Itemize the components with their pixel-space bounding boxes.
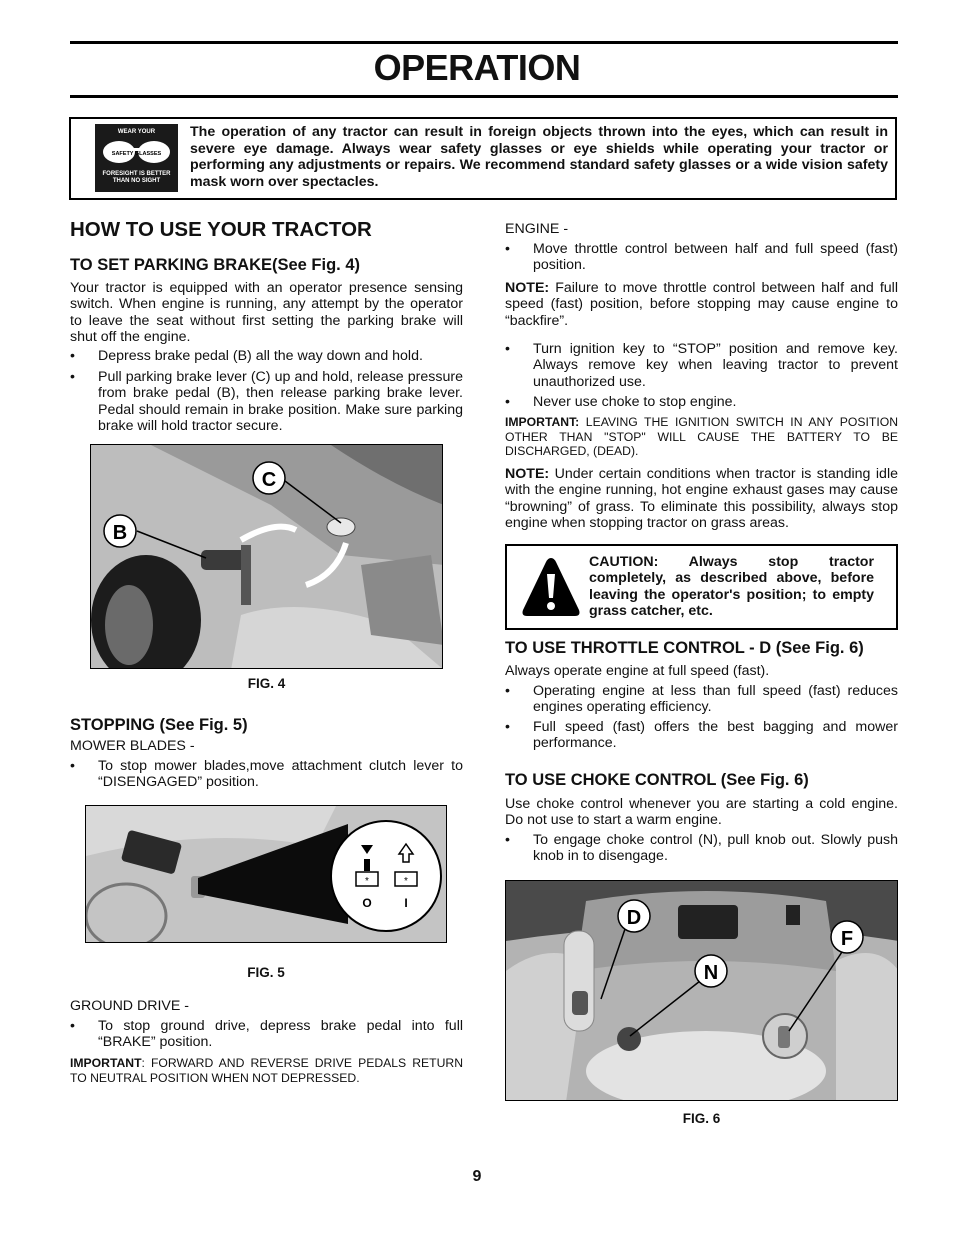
throttle-text: Always operate engine at full speed (fast). [505, 663, 770, 679]
safety-warning-text: The operation of any tractor can result in foreign objects thrown into the eyes, which can result in severe eye damage. Always wear safety glasses or eye shields while operating your tractor or performing any adjustments or repairs. We recommend standard safety glasses or a wide vision safety mask worn over spectacles. [190, 124, 888, 190]
note-backfire [505, 280, 898, 329]
fig4-label-b: B [112, 522, 128, 544]
fig5-asterisk-right: * [404, 876, 408, 887]
choke-stop-bullet-text: Never use choke to stop engine. [533, 394, 737, 410]
page-number: 9 [472, 1168, 482, 1185]
top-rule [70, 41, 898, 44]
figure-6-illustration [506, 881, 898, 1101]
section-heading: HOW TO USE YOUR TRACTOR [70, 218, 372, 241]
important-text-right: LEAVING THE IGNITION SWITCH IN ANY POSITION OTHER THAN "STOP" WILL CAUSE THE BATTERY TO BE DISCHARGED, (DEAD). [505, 415, 898, 458]
choke-text: Use choke control whenever you are starting a cold engine. Do not use to start a warm engine. [505, 796, 898, 829]
choke-heading: TO USE CHOKE CONTROL (See Fig. 6) [505, 771, 809, 789]
fig6-label-d: D [626, 907, 642, 929]
choke-stop-bullet: • Never use choke to stop engine. [505, 394, 737, 410]
ignition-key-bullet-text: Turn ignition key to “STOP” position and remove key. Always remove key when leaving tractor to prevent unauthorized use. [533, 341, 898, 390]
fig6-label-f: F [840, 928, 854, 950]
engine-label: ENGINE - [505, 221, 569, 237]
parking-brake-text: Your tractor is equipped with an operator presence sensing switch. When engine is running, any attempt by the operator to leave the seat without first setting the parking brake will shut off the engine. [70, 280, 463, 345]
fig5-off-label: O [362, 896, 372, 910]
important-label-right: IMPORTANT: [505, 415, 580, 429]
fig5-caption: FIG. 5 [247, 965, 285, 980]
mower-blades-bullet-text: To stop mower blades,move attachment clutch lever to “DISENGAGED” position. [98, 758, 463, 791]
warning-triangle-icon [521, 556, 581, 618]
throttle-heading: TO USE THROTTLE CONTROL - D (See Fig. 6) [505, 639, 864, 657]
caution-text: CAUTION: Always stop tractor completely, as described above, before leaving the operator's position; to empty grass catcher, etc. [589, 554, 874, 619]
stopping-heading: STOPPING (See Fig. 5) [70, 716, 248, 734]
parking-bullet-1-text: Depress brake pedal (B) all the way down and hold. [98, 348, 423, 364]
icon-bottom-line-2: THAN NO SIGHT [112, 178, 161, 184]
note-backfire-label: NOTE: [505, 280, 550, 296]
important-text-left: : FORWARD AND REVERSE DRIVE PEDALS RETURN TO NEUTRAL POSITION WHEN NOT DEPRESSED. [70, 1056, 463, 1085]
note-browning-label: NOTE: [505, 466, 550, 482]
engine-bullet-text: Move throttle control between half and full speed (fast) position. [533, 241, 898, 274]
page-title: OPERATION [373, 47, 581, 88]
figure-5-illustration [86, 806, 447, 943]
throttle-bullet-1-text: Operating engine at less than full speed (fast) reduces engines operating efficiency. [533, 683, 898, 716]
ground-drive-bullet: • To stop ground drive, depress brake pedal into full “BRAKE” position. [70, 1018, 463, 1051]
safety-glasses-icon [95, 124, 178, 192]
parking-bullet-2: • Pull parking brake lever (C) up and hold, release pressure from brake pedal (B), then release parking brake lever. Pedal should remain in brake position. Make sure parking brake will hold tractor secure. [70, 369, 463, 434]
figure-5-mower-clutch [85, 805, 447, 943]
important-note-left [70, 1056, 463, 1085]
icon-bottom-text [95, 171, 178, 185]
important-note-right [505, 415, 898, 459]
mower-blades-label: MOWER BLADES - [70, 738, 195, 754]
mower-blades-bullet: • To stop mower blades,move attachment clutch lever to “DISENGAGED” position. [70, 758, 463, 791]
fig4-label-c: C [261, 469, 277, 491]
figure-4-illustration [91, 445, 443, 669]
choke-engage-bullet-text: To engage choke control (N), pull knob out. Slowly push knob in to disengage. [533, 832, 898, 865]
engine-bullet: • Move throttle control between half and full speed (fast) position. [505, 241, 898, 274]
note-backfire-text: Failure to move throttle control between half and full speed (fast) position, before stopping may cause engine to “backfire”. [505, 280, 898, 329]
fig6-label-n: N [703, 962, 719, 984]
icon-mid-text: SAFETY GLASSES [111, 151, 162, 157]
throttle-bullet-1: • Operating engine at less than full speed (fast) reduces engines operating efficiency. [505, 683, 898, 716]
fig6-caption: FIG. 6 [682, 1111, 721, 1126]
throttle-bullet-2-text: Full speed (fast) offers the best bagging and mower performance. [533, 719, 898, 752]
fig5-on-label: I [404, 896, 408, 910]
parking-bullet-2-text: Pull parking brake lever (C) up and hold, release pressure from brake pedal (B), then release parking brake lever. Pedal should remain in brake position. Make sure parking brake will hold tractor secure. [98, 369, 463, 434]
safety-warning-box [69, 117, 897, 200]
choke-engage-bullet: • To engage choke control (N), pull knob out. Slowly push knob in to disengage. [505, 832, 898, 865]
note-browning [505, 466, 898, 531]
fig5-asterisk-left: * [365, 876, 369, 887]
figure-6-throttle-choke [505, 880, 898, 1101]
icon-top-text: WEAR YOUR [117, 129, 156, 135]
ground-drive-label: GROUND DRIVE - [70, 998, 190, 1014]
title-bottom-rule [70, 95, 898, 98]
ground-drive-bullet-text: To stop ground drive, depress brake pedal into full “BRAKE” position. [98, 1018, 463, 1051]
throttle-bullet-2: • Full speed (fast) offers the best bagging and mower performance. [505, 719, 898, 752]
note-browning-text: Under certain conditions when tractor is standing idle with the engine running, hot engine exhaust gases may cause “browning” of grass. To eliminate this possibility, always stop engine when stopping tractor on grass areas. [505, 466, 898, 531]
important-label-left: IMPORTANT [70, 1056, 142, 1070]
glasses-graphic [100, 138, 173, 166]
fig4-caption: FIG. 4 [247, 676, 286, 691]
icon-bottom-line-1: FORESIGHT IS BETTER [102, 171, 171, 177]
caution-box [505, 544, 898, 630]
parking-bullet-1: • Depress brake pedal (B) all the way down and hold. [70, 348, 423, 364]
ignition-key-bullet: • Turn ignition key to “STOP” position and remove key. Always remove key when leaving tractor to prevent unauthorized use. [505, 341, 898, 390]
figure-4-parking-brake [90, 444, 443, 669]
parking-brake-heading: TO SET PARKING BRAKE(See Fig. 4) [70, 256, 361, 274]
